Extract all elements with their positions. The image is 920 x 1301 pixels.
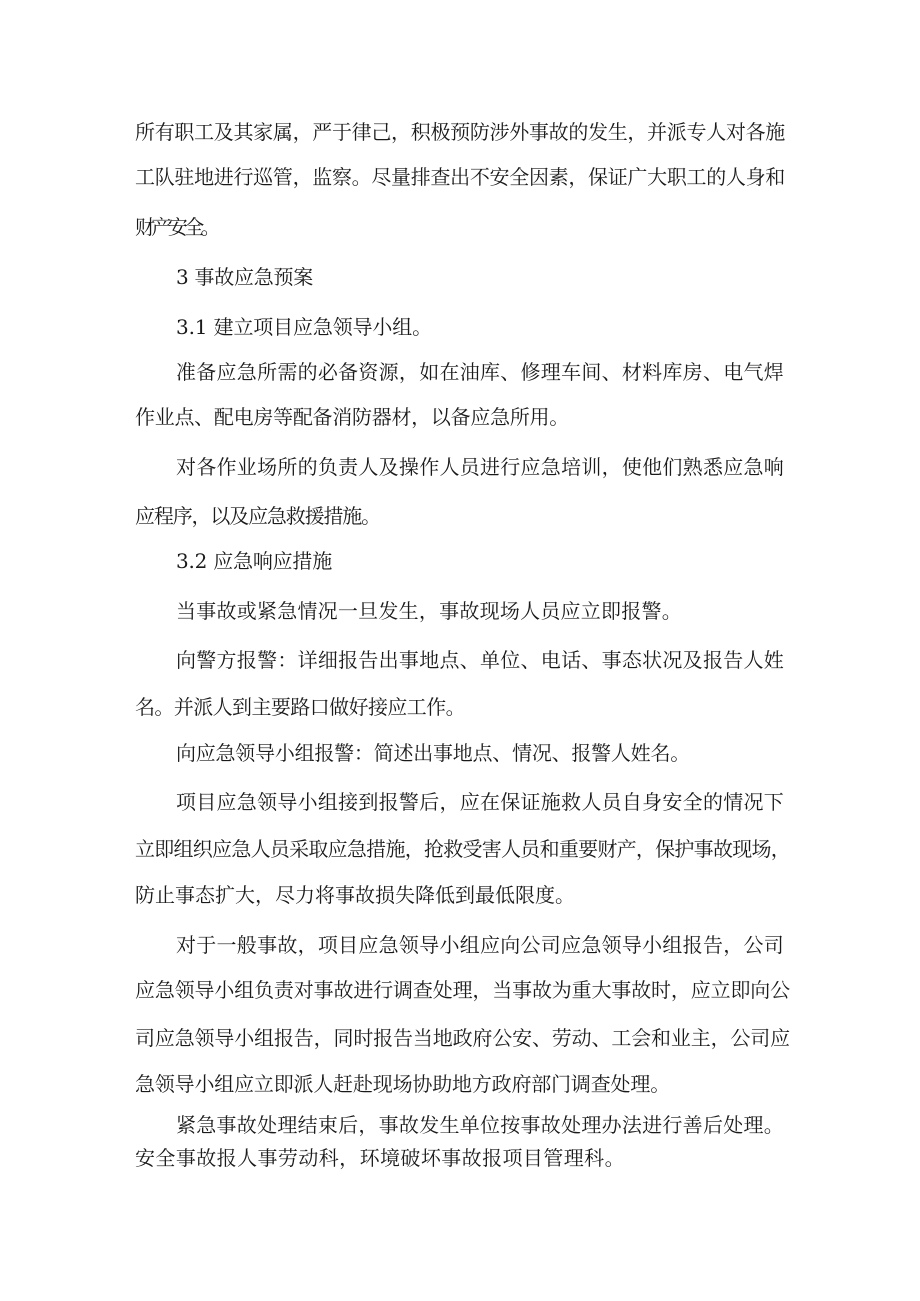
- line-text: 对各作业场所的负责人及操作人员进行应急培训，使他们熟悉应急响: [176, 455, 785, 479]
- paragraph-line: [0, 692, 920, 722]
- paragraph-line: [0, 117, 920, 147]
- heading-text: 3.2 应急响应措施: [176, 549, 332, 573]
- line-text: 防止事态扩大，尽力将事故损失降低到最低限度。: [135, 883, 575, 907]
- subsection-heading: [0, 312, 920, 342]
- line-text: 准备应急所需的必备资源，如在油库、修理车间、材料库房、电气焊: [176, 360, 785, 384]
- paragraph-line: [0, 1069, 920, 1099]
- line-text: 当事故或紧急情况一旦发生，事故现场人员应立即报警。: [176, 599, 682, 623]
- line-text: 应急领导小组负责对事故进行调查处理，当事故为重大事故时，应立即向公: [135, 978, 790, 1002]
- line-text: 所有职工及其家属，严于律己，积极预防涉外事故的发生，并派专人对各施: [135, 120, 786, 144]
- line-text: 财产安全。: [135, 215, 217, 239]
- heading-text: 3 事故应急预案: [176, 265, 313, 289]
- line-text: 急领导小组应立即派人赶赴现场协助地方政府部门调查处理。: [135, 1072, 671, 1096]
- line-text: 项目应急领导小组接到报警后，应在保证施救人员自身安全的情况下: [176, 790, 785, 814]
- heading-text: 3.1 建立项目应急领导小组。: [176, 315, 432, 339]
- paragraph-line: [0, 357, 920, 387]
- line-text: 向应急领导小组报警：简述出事地点、情况、报警人姓名。: [176, 741, 690, 765]
- paragraph-line: [0, 645, 920, 675]
- section-heading: [0, 262, 920, 292]
- paragraph-line: [0, 1143, 920, 1173]
- paragraph-line: [0, 975, 920, 1005]
- paragraph-line: [0, 596, 920, 626]
- paragraph-line: [0, 212, 920, 242]
- paragraph-line: [0, 787, 920, 817]
- paragraph-line: [0, 738, 920, 768]
- line-text: 应程序，以及应急救援措施。: [135, 504, 380, 528]
- paragraph-line: [0, 834, 920, 864]
- paragraph-line: [0, 501, 920, 531]
- subsection-heading: [0, 546, 920, 576]
- line-text: 作业点、配电房等配备消防器材，以备应急所用。: [135, 405, 569, 429]
- line-text: 向警方报警：详细报告出事地点、单位、电话、事态状况及报告人姓: [176, 648, 785, 672]
- line-text: 立即组织应急人员采取应急措施，抢救受害人员和重要财产，保护事故现场，: [135, 837, 791, 861]
- line-text: 紧急事故处理结束后，事故发生单位按事故处理办法进行善后处理。: [176, 1113, 785, 1137]
- paragraph-line: [0, 452, 920, 482]
- paragraph-line: [0, 402, 920, 432]
- paragraph-line: [0, 162, 920, 192]
- line-text: 工队驻地进行巡管，监察。尽量排查出不安全因素，保证广大职工的人身和: [135, 165, 786, 189]
- line-text: 对于一般事故，项目应急领导小组应向公司应急领导小组报告，公司: [176, 933, 785, 957]
- line-text: 安全事故报人事劳动科，环境破坏事故报项目管理科。: [135, 1146, 626, 1170]
- line-text: 名。并派人到主要路口做好接应工作。: [135, 695, 466, 719]
- paragraph-line: [0, 1023, 920, 1053]
- line-text: 司应急领导小组报告，同时报告当地政府公安、劳动、工会和业主，公司应: [135, 1026, 790, 1050]
- paragraph-line: [0, 1110, 920, 1140]
- paragraph-line: [0, 880, 920, 910]
- paragraph-line: [0, 930, 920, 960]
